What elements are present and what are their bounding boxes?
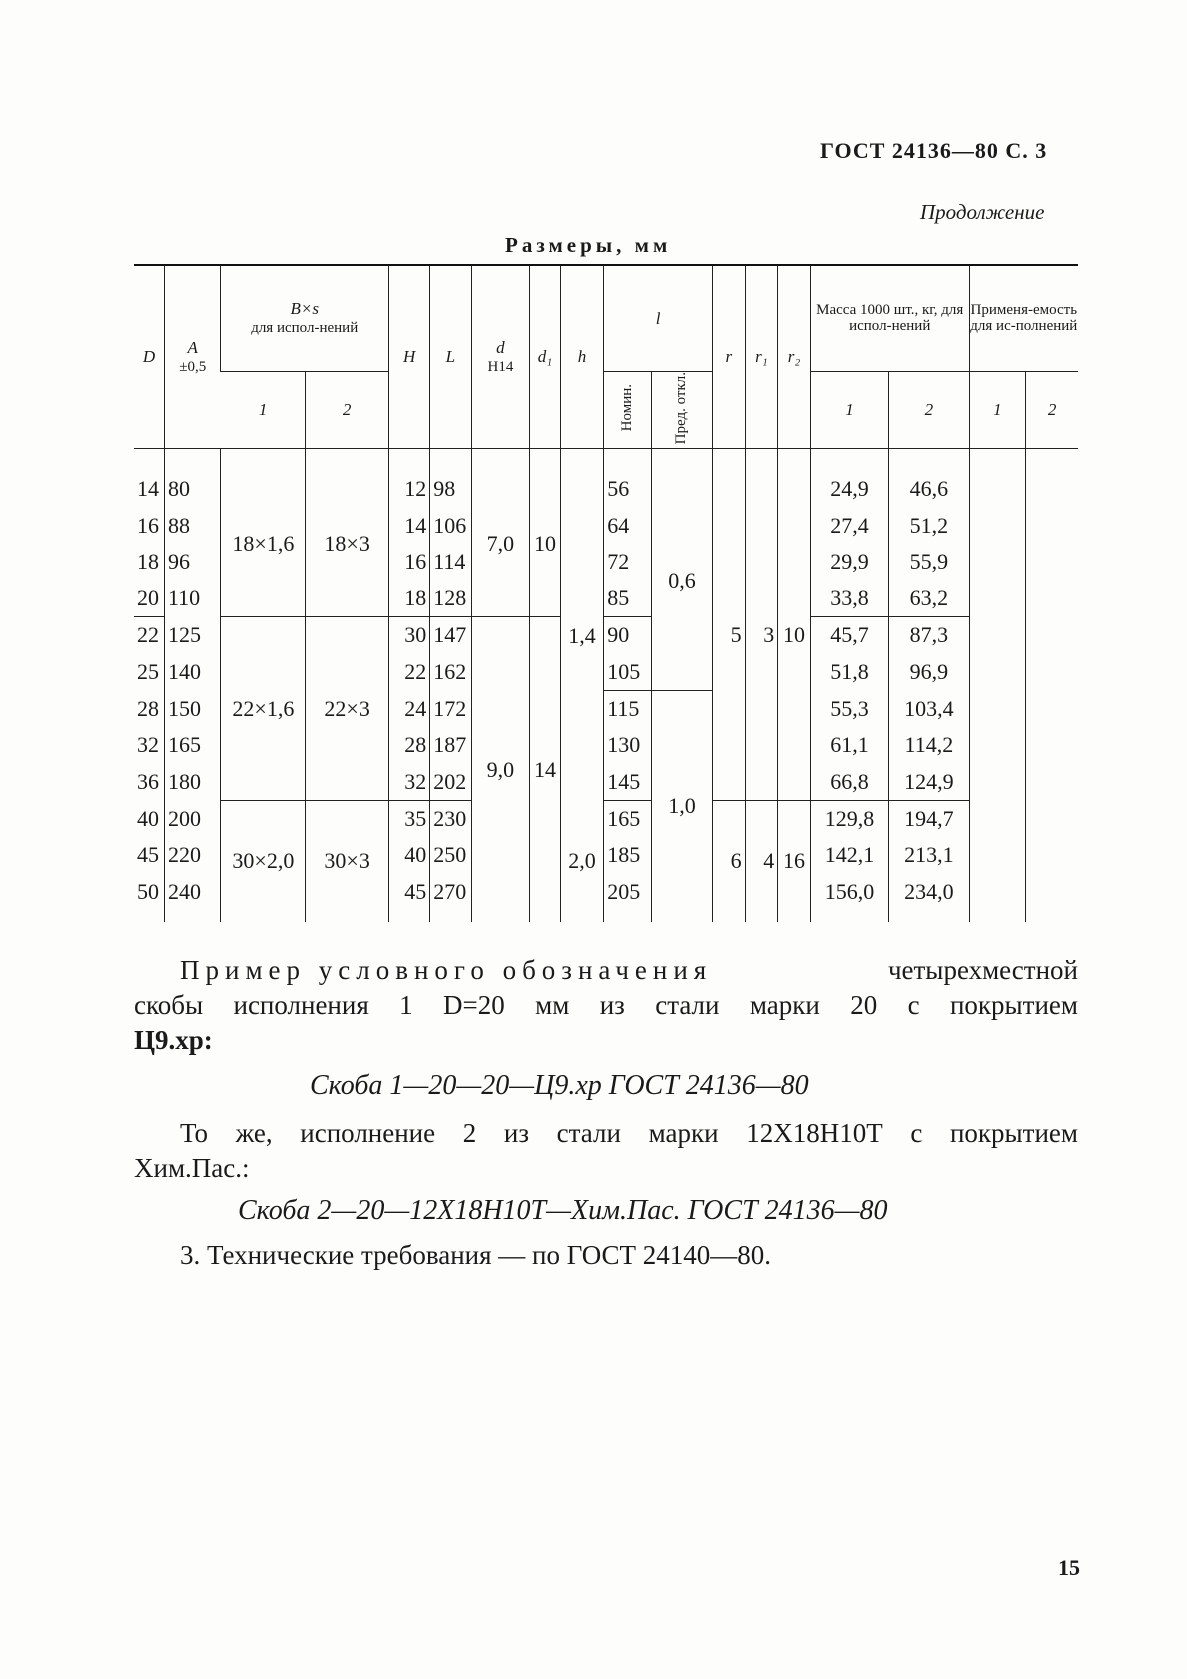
cell-D: 50 xyxy=(137,878,159,904)
page-number: 15 xyxy=(1058,1555,1080,1580)
cell-H: 32 xyxy=(388,764,429,801)
cell-l-nominal: 105 xyxy=(604,654,652,691)
col-appl-2: 2 xyxy=(1026,372,1078,449)
cell-bxs1: 18×1,6 xyxy=(221,449,306,617)
cell-L: 147 xyxy=(430,617,471,654)
cell-mass2: 55,9 xyxy=(889,544,969,580)
table-row xyxy=(134,449,1078,508)
cell-mass2: 87,3 xyxy=(889,617,969,654)
cell-A: 240 xyxy=(164,873,221,921)
cell-mass2: 63,2 xyxy=(889,580,969,617)
cell-L: 172 xyxy=(430,690,471,727)
cell-l-nominal: 85 xyxy=(604,580,652,617)
continuation-label: Продолжение xyxy=(920,200,1045,224)
cell-A: 165 xyxy=(164,727,221,763)
cell-appl-2 xyxy=(1026,449,1078,922)
cell-A: 180 xyxy=(164,764,221,801)
designation-example-2: Скоба 2—20—12Х18Н10Т—Хим.Пас. ГОСТ 24136—80 xyxy=(238,1195,888,1226)
cell-A: 220 xyxy=(164,837,221,873)
cell-mass2: 194,7 xyxy=(889,800,969,837)
cell-mass2: 46,6 xyxy=(889,449,969,508)
col-h: h xyxy=(560,265,604,449)
cell-l-nominal: 115 xyxy=(604,690,652,727)
col-d: d H14 xyxy=(471,265,530,449)
col-Bxs-2: 2 xyxy=(306,372,389,449)
cell-A: 140 xyxy=(164,654,221,691)
cell-D: 28 xyxy=(137,695,159,721)
cell-bxs1: 30×2,0 xyxy=(221,800,306,921)
cell-r1: 4 xyxy=(745,800,778,921)
col-Bxs: B×s для испол-нений xyxy=(221,265,388,372)
cell-L: 230 xyxy=(430,800,471,837)
cell-L: 128 xyxy=(430,580,471,617)
cell-H: 45 xyxy=(388,873,429,921)
cell-L: 250 xyxy=(430,837,471,873)
cell-l-nominal: 56 xyxy=(604,449,652,508)
cell-A: 96 xyxy=(164,544,221,580)
col-A: A ±0,5 xyxy=(164,265,221,449)
cell-L: 187 xyxy=(430,727,471,763)
cell-r2: 16 xyxy=(778,800,811,921)
cell-h: 1,4 xyxy=(560,449,604,801)
same-text-line: То же, исполнение 2 из стали марки 12Х18Н10Т с покрытием xyxy=(180,1118,1078,1148)
cell-D: 40 xyxy=(137,805,159,831)
cell-mass1: 156,0 xyxy=(810,873,888,921)
cell-mass1: 61,1 xyxy=(810,727,888,763)
col-applicability: Применя-емость для ис-полнений xyxy=(969,265,1078,372)
col-L: L xyxy=(430,265,471,449)
table-row xyxy=(134,617,1078,654)
cell-H: 40 xyxy=(388,837,429,873)
same-text-coating: Хим.Пас.: xyxy=(134,1153,250,1183)
cell-L: 98 xyxy=(430,449,471,508)
cell-A: 125 xyxy=(164,617,221,654)
cell-mass2: 103,4 xyxy=(889,690,969,727)
cell-r: 5 xyxy=(712,449,745,801)
cell-bxs2: 22×3 xyxy=(306,617,389,800)
col-l-deviation: Пред. откл. xyxy=(652,372,713,449)
cell-H: 28 xyxy=(388,727,429,763)
cell-l-nominal: 185 xyxy=(604,837,652,873)
example-coating: Ц9.хр: xyxy=(134,1025,213,1055)
cell-l-nominal: 165 xyxy=(604,800,652,837)
cell-l-nominal: 64 xyxy=(604,507,652,543)
cell-D: 20 xyxy=(134,580,164,617)
cell-D: 25 xyxy=(137,659,159,685)
cell-r2: 10 xyxy=(778,449,811,801)
cell-l-nominal: 72 xyxy=(604,544,652,580)
dimensions-table xyxy=(134,264,1078,922)
cell-H: 14 xyxy=(388,507,429,543)
cell-H: 18 xyxy=(388,580,429,617)
cell-D: 45 xyxy=(137,842,159,868)
cell-mass2: 213,1 xyxy=(889,837,969,873)
cell-d1: 14 xyxy=(530,617,560,922)
cell-mass1: 129,8 xyxy=(810,800,888,837)
col-mass: Масса 1000 шт., кг, для испол-нений xyxy=(810,265,969,372)
cell-H: 12 xyxy=(388,449,429,508)
cell-mass2: 114,2 xyxy=(889,727,969,763)
document-code: ГОСТ 24136—80 С. 3 xyxy=(820,138,1048,163)
col-d1: d₁ xyxy=(530,265,560,449)
technical-requirements: 3. Технические требования — по ГОСТ 24140—80. xyxy=(180,1240,772,1270)
example-heading: Пример условного обозначения xyxy=(180,955,713,985)
cell-A: 200 xyxy=(164,800,221,837)
col-r: r xyxy=(712,265,745,449)
col-Bxs-1: 1 xyxy=(221,372,306,449)
cell-l-nominal: 90 xyxy=(604,617,652,654)
cell-L: 162 xyxy=(430,654,471,691)
cell-d1: 10 xyxy=(530,449,560,617)
cell-l-nominal: 145 xyxy=(604,764,652,801)
cell-l-nominal: 205 xyxy=(604,873,652,921)
example-text-line: скобы исполнения 1 D=20 мм из стали марки 20 с покрытием xyxy=(134,990,1078,1020)
col-mass-2: 2 xyxy=(889,372,969,449)
cell-D: 32 xyxy=(137,732,159,758)
col-l-nominal: Номин. xyxy=(604,372,652,449)
cell-mass2: 234,0 xyxy=(889,873,969,921)
cell-d: 7,0 xyxy=(471,449,530,617)
example-heading-line xyxy=(180,955,1078,986)
designation-example-1: Скоба 1—20—20—Ц9.хр ГОСТ 24136—80 xyxy=(310,1070,809,1101)
cell-r1: 3 xyxy=(745,449,778,801)
dimensions-title: Размеры, мм xyxy=(505,233,672,257)
cell-D: 16 xyxy=(137,512,159,538)
cell-mass1: 27,4 xyxy=(810,507,888,543)
cell-H: 16 xyxy=(388,544,429,580)
cell-A: 110 xyxy=(164,580,221,617)
cell-l-nominal: 130 xyxy=(604,727,652,763)
cell-D: 22 xyxy=(137,622,159,648)
cell-H: 30 xyxy=(388,617,429,654)
cell-D: 36 xyxy=(137,768,159,794)
cell-L: 202 xyxy=(430,764,471,801)
cell-bxs1: 22×1,6 xyxy=(221,617,306,800)
cell-mass1: 29,9 xyxy=(810,544,888,580)
cell-D: 18 xyxy=(137,548,159,574)
cell-mass2: 124,9 xyxy=(889,764,969,801)
cell-H: 22 xyxy=(388,654,429,691)
col-l: l xyxy=(604,265,713,372)
cell-A: 150 xyxy=(164,690,221,727)
cell-appl-1 xyxy=(969,449,1026,922)
cell-mass2: 96,9 xyxy=(889,654,969,691)
cell-mass1: 45,7 xyxy=(810,617,888,654)
cell-mass1: 66,8 xyxy=(810,764,888,801)
table-row xyxy=(134,800,1078,837)
cell-mass1: 142,1 xyxy=(810,837,888,873)
cell-mass1: 55,3 xyxy=(810,690,888,727)
cell-mass1: 51,8 xyxy=(810,654,888,691)
col-r2: r₂ xyxy=(778,265,811,449)
cell-mass1: 33,8 xyxy=(810,580,888,617)
col-r1: r₁ xyxy=(745,265,778,449)
cell-L: 270 xyxy=(430,873,471,921)
cell-L: 106 xyxy=(430,507,471,543)
cell-l-deviation: 1,0 xyxy=(652,690,713,921)
cell-bxs2: 30×3 xyxy=(306,800,389,921)
col-mass-1: 1 xyxy=(810,372,888,449)
cell-A: 88 xyxy=(164,507,221,543)
cell-D: 14 xyxy=(137,476,159,502)
cell-l-deviation: 0,6 xyxy=(652,449,713,691)
cell-L: 114 xyxy=(430,544,471,580)
cell-H: 35 xyxy=(388,800,429,837)
cell-A: 80 xyxy=(164,449,221,508)
cell-r: 6 xyxy=(712,800,745,921)
cell-mass2: 51,2 xyxy=(889,507,969,543)
cell-H: 24 xyxy=(388,690,429,727)
cell-d: 9,0 xyxy=(471,617,530,922)
col-appl-1: 1 xyxy=(969,372,1026,449)
cell-bxs2: 18×3 xyxy=(306,449,389,617)
example-heading-word: четырехместной xyxy=(887,955,1078,985)
col-D: D xyxy=(134,265,164,449)
col-H: H xyxy=(388,265,429,449)
cell-h: 2,0 xyxy=(560,800,604,921)
cell-mass1: 24,9 xyxy=(810,449,888,508)
